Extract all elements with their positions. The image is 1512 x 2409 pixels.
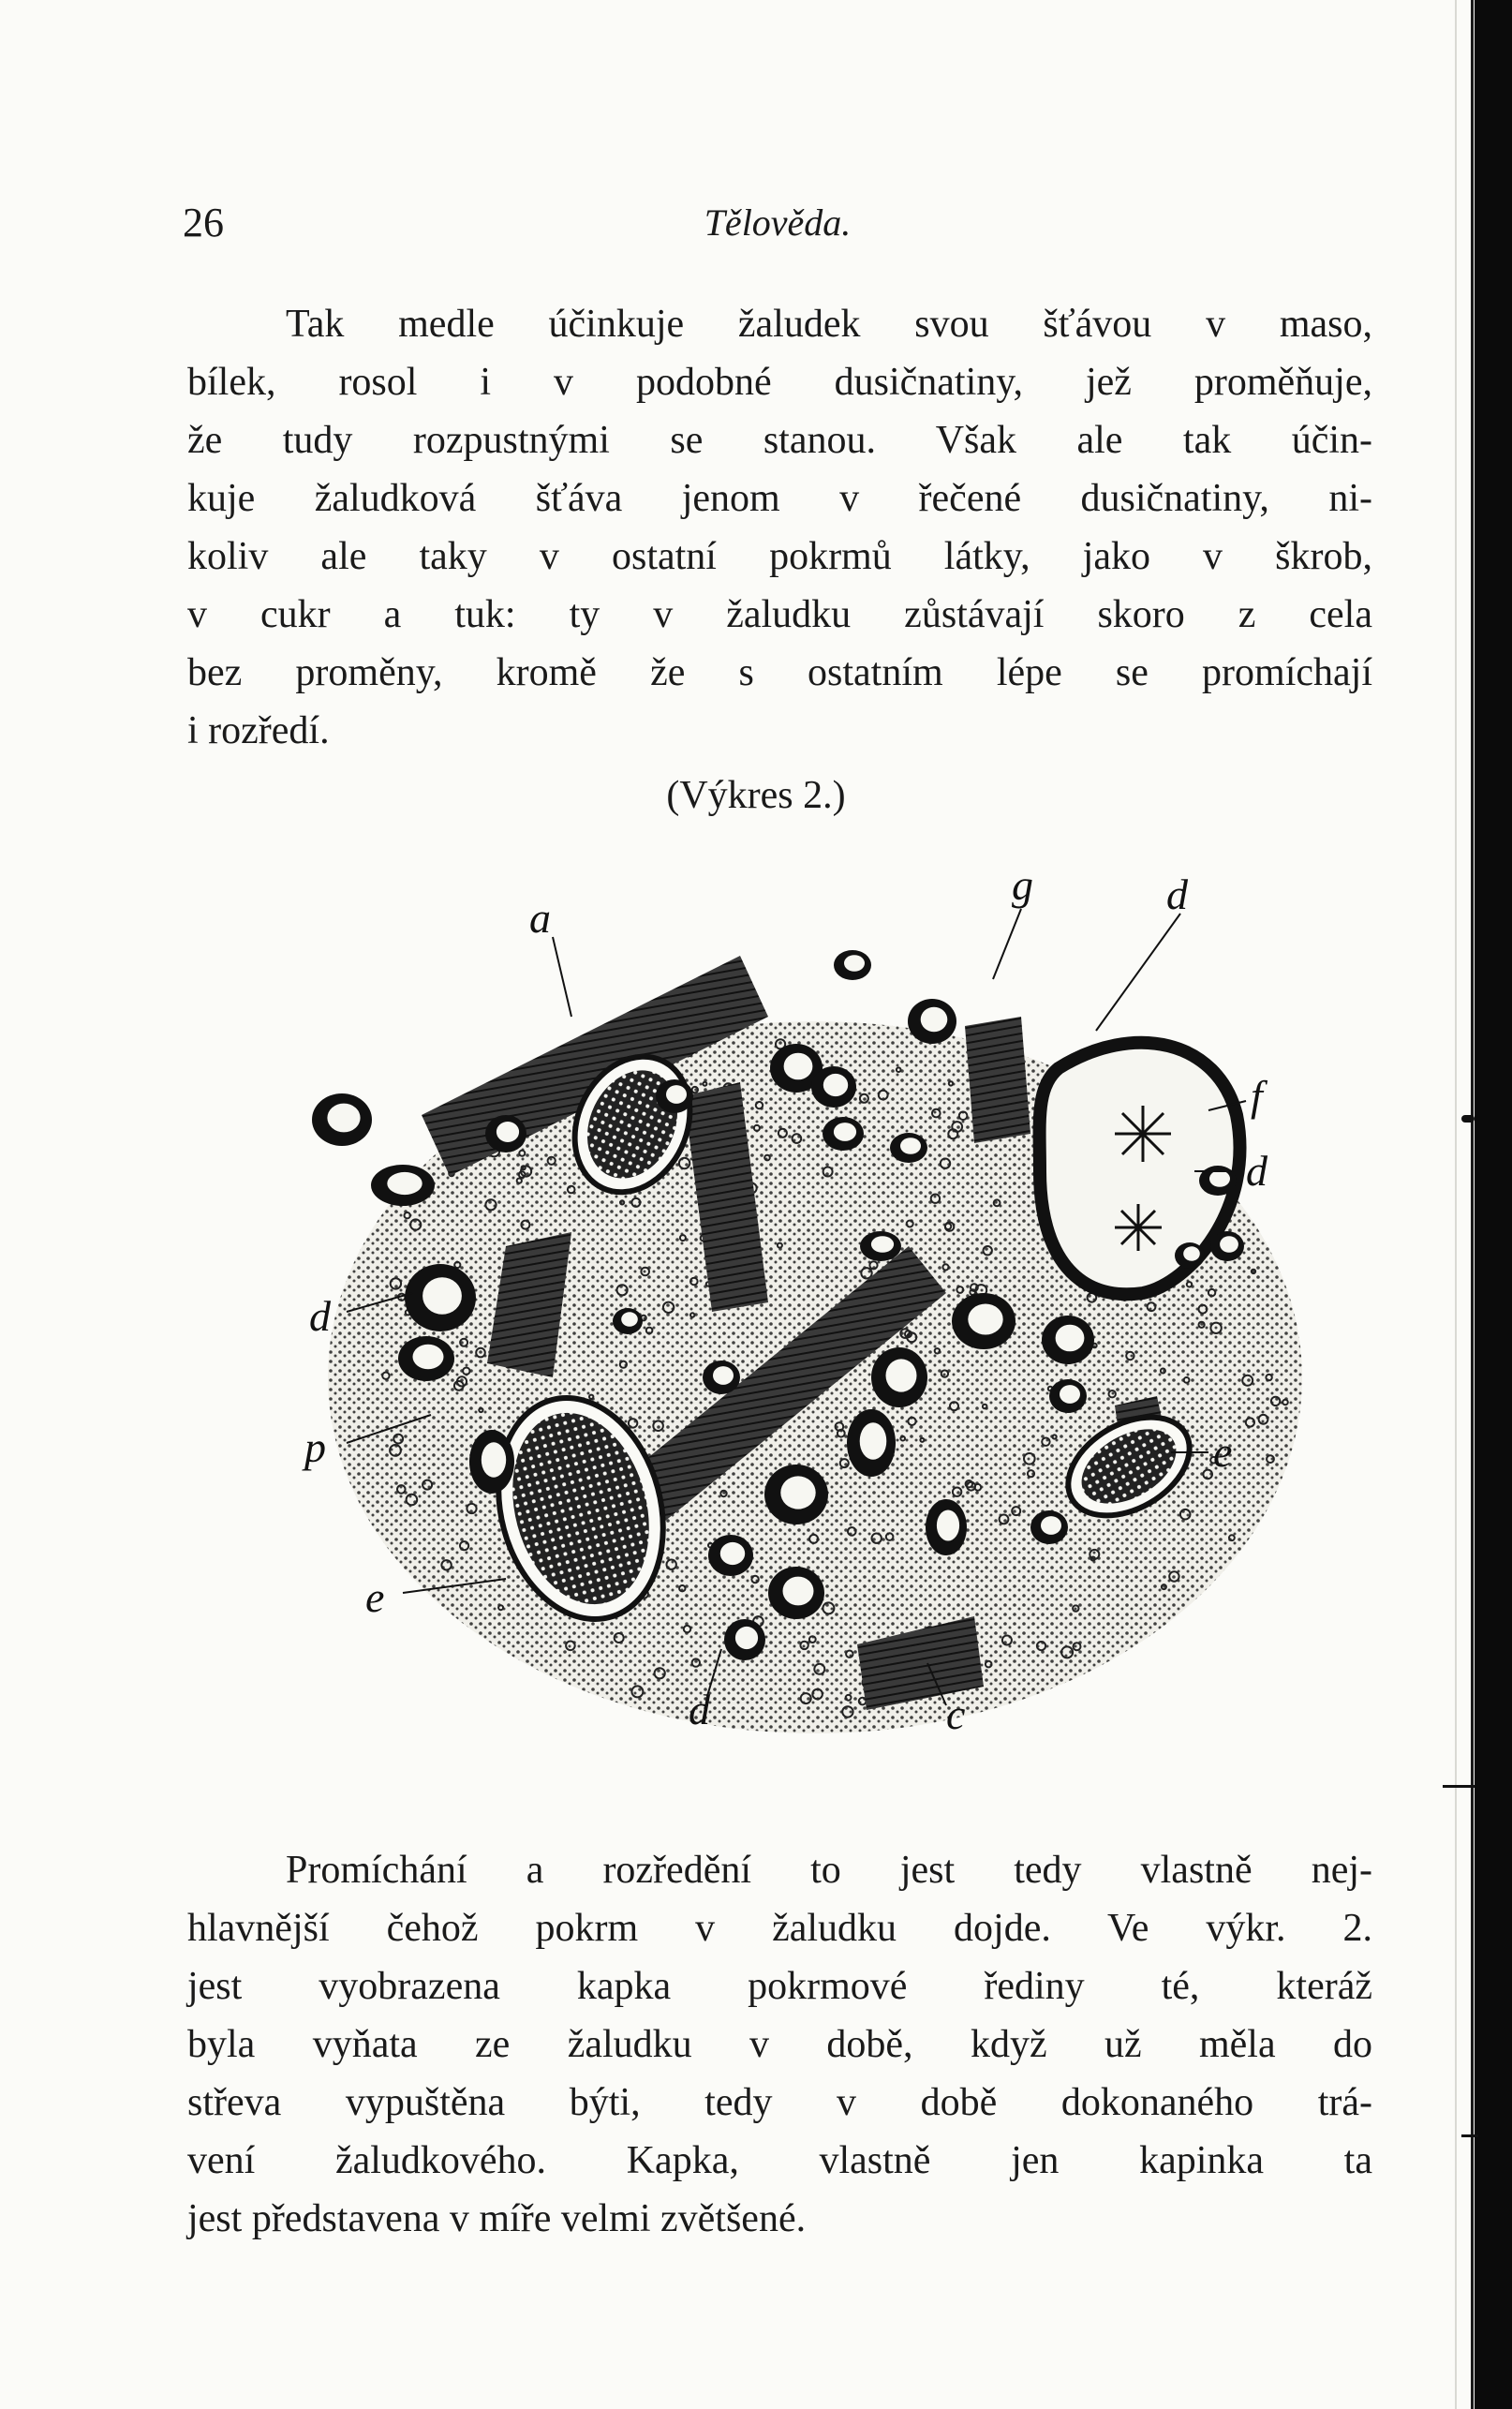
page-edge-light <box>1455 0 1457 2409</box>
figure-caption: (Výkres 2.) <box>666 774 846 817</box>
edge-mark <box>1443 1785 1475 1788</box>
blood-cell <box>890 1133 927 1163</box>
blood-cell <box>764 1465 828 1524</box>
text-line: Promíchání a rozředění to jest tedy vlastně nej- <box>286 1849 1372 1892</box>
blood-cell <box>724 1619 765 1660</box>
label-d-left: d <box>309 1292 331 1340</box>
text-line: vení žaludkového. Kapka, vlastně jen kapinka ta <box>187 2139 1372 2182</box>
label-d-top: d <box>1166 870 1188 918</box>
blood-cell <box>926 1499 967 1555</box>
text-line: jest představena v míře velmi zvětšené. <box>187 2197 807 2240</box>
text-line: kuje žaludková šťáva jenom v řečené dusičnatiny, ni- <box>187 477 1372 520</box>
text-line: jest vyobrazena kapka pokrmové řediny té, kteráž <box>187 1965 1372 2008</box>
blood-cell <box>768 1567 824 1619</box>
blood-cell <box>823 1117 864 1151</box>
blood-cell <box>952 1293 1015 1349</box>
blood-cell <box>811 1066 856 1108</box>
label-a: a <box>529 894 551 942</box>
blood-cell <box>485 1115 526 1152</box>
label-e-left: e <box>365 1573 385 1621</box>
text-line: bez proměny, kromě že s ostatním lépe se promíchají <box>187 651 1372 694</box>
text-line: i rozředí. <box>187 709 330 752</box>
text-line: Tak medle účinkuje žaludek svou šťávou v maso, <box>286 303 1372 346</box>
blood-cell <box>469 1430 514 1494</box>
label-f: f <box>1251 1072 1263 1120</box>
paragraph-bottom <box>187 1841 1372 2248</box>
blood-cell <box>847 1409 896 1477</box>
blood-cell <box>398 1336 454 1381</box>
blood-cell <box>312 1093 372 1146</box>
text-line: bílek, rosol i v podobné dusičnatiny, jež proměňuje, <box>187 361 1372 404</box>
label-g: g <box>1012 861 1033 909</box>
blood-cell <box>1199 1166 1237 1196</box>
blood-cell <box>1049 1379 1087 1413</box>
blood-cell <box>908 999 956 1044</box>
text-line: v cukr a tuk: ty v žaludku zůstávají skoro z cela <box>187 593 1372 636</box>
page-shadow-border <box>1475 0 1512 2409</box>
text-line: že tudy rozpustnými se stanou. Však ale tak účin- <box>187 419 1372 462</box>
blood-cell <box>405 1264 476 1331</box>
blood-cell <box>703 1361 740 1394</box>
text-line: koliv ale taky v ostatní pokrmů látky, jako v škrob, <box>187 535 1372 578</box>
blood-cell <box>871 1347 927 1407</box>
label-d-bottom: d <box>689 1686 710 1733</box>
blood-cell <box>656 1079 693 1113</box>
text-line: byla vyňata ze žaludku v době, když už měla do <box>187 2023 1372 2066</box>
page-edge-line <box>1471 0 1474 2409</box>
microscope-illustration <box>272 853 1349 1743</box>
blood-cell <box>1042 1316 1094 1364</box>
blood-cell <box>1210 1231 1244 1261</box>
label-c: c <box>946 1690 966 1738</box>
blood-cell <box>834 950 871 980</box>
running-title: Tělověda. <box>704 201 852 244</box>
blood-cell <box>1030 1510 1068 1544</box>
running-head <box>183 199 1372 255</box>
blood-cell <box>1175 1242 1205 1269</box>
blood-cell <box>613 1308 643 1334</box>
label-e-right: e <box>1213 1428 1233 1476</box>
text-line: střeva vypuštěna býti, tedy v době dokonaného trá- <box>187 2081 1372 2124</box>
blood-cell <box>860 1231 901 1261</box>
text-line: hlavnější čehož pokrm v žaludku dojde. Ve výkr. 2. <box>187 1907 1372 1950</box>
illustration-svg <box>272 853 1349 1743</box>
page-number: 26 <box>183 200 224 245</box>
blood-cell <box>708 1535 753 1576</box>
edge-mark <box>1461 1115 1475 1123</box>
edge-mark <box>1461 2134 1478 2137</box>
blood-cell <box>371 1165 435 1206</box>
label-d-right: d <box>1246 1147 1267 1195</box>
paragraph-top <box>187 295 1372 760</box>
label-p: p <box>304 1423 326 1471</box>
